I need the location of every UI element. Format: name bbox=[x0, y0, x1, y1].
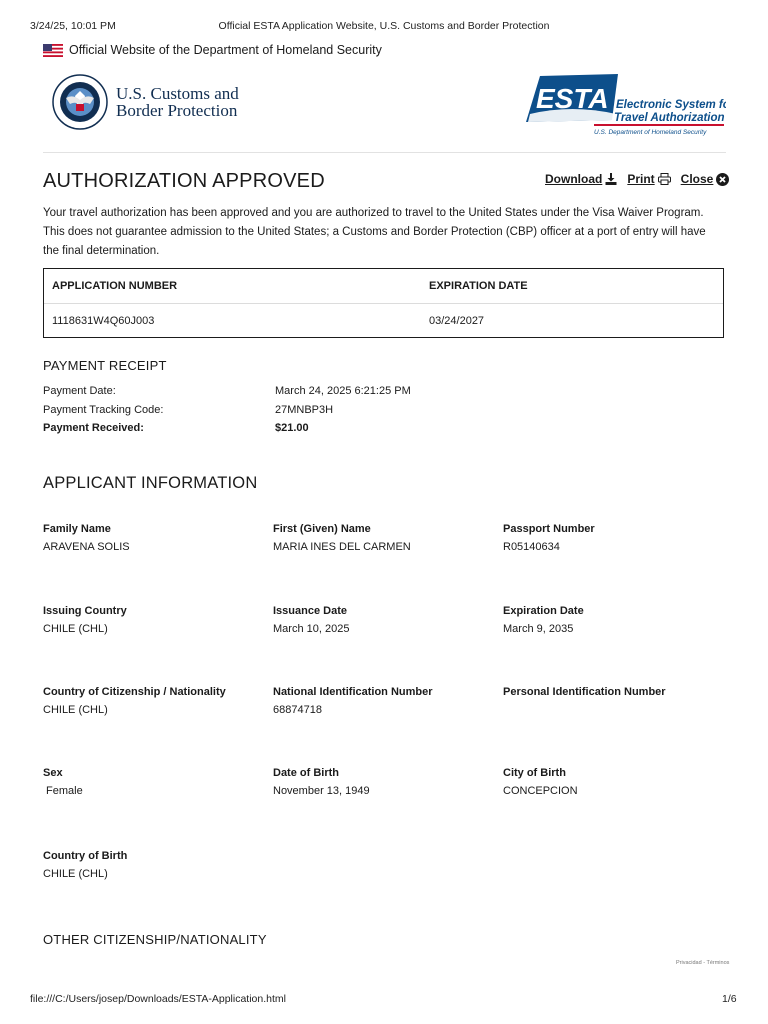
tracking-code-label: Payment Tracking Code: bbox=[43, 403, 164, 416]
action-links bbox=[545, 172, 729, 186]
print-datetime: 3/24/25, 10:01 PM bbox=[30, 20, 116, 32]
field-label: Issuance Date bbox=[273, 605, 347, 617]
payment-details bbox=[43, 382, 543, 442]
esta-line3: U.S. Department of Homeland Security bbox=[594, 129, 707, 136]
printer-icon bbox=[658, 173, 671, 185]
esta-line2: Travel Authorization bbox=[614, 112, 725, 124]
field-issuance-date bbox=[273, 602, 349, 638]
download-label: Download bbox=[545, 172, 603, 186]
other-citizenship-heading: OTHER CITIZENSHIP/NATIONALITY bbox=[43, 932, 267, 947]
field-label: Sex bbox=[43, 767, 63, 779]
payment-row bbox=[43, 382, 543, 401]
application-table bbox=[43, 268, 724, 338]
print-page-number: 1/6 bbox=[722, 993, 737, 1005]
field-city-of-birth bbox=[503, 764, 578, 800]
payment-date-label: Payment Date: bbox=[43, 385, 116, 397]
payment-row bbox=[43, 401, 543, 420]
gov-banner-text: Official Website of the Department of Homeland Security bbox=[69, 43, 382, 57]
field-value: November 13, 1949 bbox=[273, 785, 370, 797]
field-label: Date of Birth bbox=[273, 767, 339, 779]
cbp-logo[interactable] bbox=[52, 74, 239, 130]
field-expiration-date bbox=[503, 602, 584, 638]
approval-description: Your travel authorization has been approved and you are authorized to travel to the United States under the Visa Waiver Program. This does not guarantee admission to the United States; a Customs and Border Protection (CBP) officer at a port of entry will have the final determination. bbox=[43, 207, 706, 257]
esta-line1: Electronic System for bbox=[616, 99, 726, 111]
application-number-header: APPLICATION NUMBER bbox=[52, 280, 178, 292]
field-value: ARAVENA SOLIS bbox=[43, 541, 130, 553]
field-value: CHILE (CHL) bbox=[43, 623, 108, 635]
print-link[interactable] bbox=[627, 172, 670, 186]
field-label: First (Given) Name bbox=[273, 523, 371, 535]
close-icon bbox=[716, 173, 729, 186]
field-personal-id bbox=[503, 683, 666, 701]
field-value: March 10, 2025 bbox=[273, 623, 350, 635]
field-value: R05140634 bbox=[503, 541, 560, 553]
print-file-path: file:///C:/Users/josep/Downloads/ESTA-Application.html bbox=[30, 993, 286, 1005]
field-country-of-birth bbox=[43, 847, 127, 883]
field-value: CHILE (CHL) bbox=[43, 868, 108, 880]
esta-logo[interactable] bbox=[526, 74, 726, 138]
field-family-name bbox=[43, 520, 130, 556]
header-divider bbox=[43, 152, 726, 153]
field-label: Passport Number bbox=[503, 523, 595, 535]
field-label: Country of Citizenship / Nationality bbox=[43, 686, 226, 698]
page-title: AUTHORIZATION APPROVED bbox=[43, 170, 325, 192]
payment-date-value: March 24, 2025 6:21:25 PM bbox=[275, 385, 411, 397]
field-date-of-birth bbox=[273, 764, 370, 800]
table-row bbox=[44, 304, 723, 338]
print-label: Print bbox=[627, 172, 655, 186]
field-label: Family Name bbox=[43, 523, 111, 535]
field-national-id bbox=[273, 683, 433, 719]
payment-row bbox=[43, 419, 543, 438]
cbp-logo-line2: Border Protection bbox=[116, 101, 238, 120]
close-link[interactable] bbox=[681, 172, 730, 186]
payment-received-value: $21.00 bbox=[275, 422, 309, 434]
close-label: Close bbox=[680, 172, 714, 186]
cbp-logo-line1: U.S. Customs and bbox=[116, 84, 239, 103]
field-given-name bbox=[273, 520, 411, 556]
print-page-title: Official ESTA Application Website, U.S. Customs and Border Protection bbox=[218, 20, 550, 32]
field-label: Country of Birth bbox=[43, 850, 128, 862]
field-label: Issuing Country bbox=[43, 605, 127, 617]
esta-word: ESTA bbox=[536, 83, 609, 114]
dhs-seal-icon bbox=[52, 74, 108, 130]
table-header-row bbox=[44, 269, 723, 304]
field-sex bbox=[43, 764, 83, 800]
field-label: Personal Identification Number bbox=[503, 686, 666, 698]
us-flag-icon bbox=[43, 44, 63, 57]
field-label: City of Birth bbox=[503, 767, 566, 779]
tracking-code-value: 27MNBP3H bbox=[275, 403, 334, 416]
field-passport-number bbox=[503, 520, 595, 556]
payment-receipt-heading: PAYMENT RECEIPT bbox=[43, 358, 167, 373]
recaptcha-links[interactable]: Privacidad - Términos bbox=[676, 960, 730, 966]
payment-received-label: Payment Received: bbox=[43, 422, 144, 434]
field-value: CHILE (CHL) bbox=[43, 704, 108, 716]
field-value: MARIA INES DEL CARMEN bbox=[273, 541, 411, 553]
field-citizenship bbox=[43, 683, 226, 719]
applicant-info-heading: APPLICANT INFORMATION bbox=[43, 474, 258, 492]
field-issuing-country bbox=[43, 602, 127, 638]
download-icon bbox=[605, 173, 617, 185]
download-link[interactable] bbox=[545, 172, 617, 186]
field-value: Female bbox=[43, 785, 83, 797]
expiration-date-header: EXPIRATION DATE bbox=[429, 280, 528, 292]
field-value: CONCEPCION bbox=[503, 785, 578, 797]
field-label: Expiration Date bbox=[503, 605, 584, 617]
field-value: 68874718 bbox=[273, 704, 322, 716]
field-value: March 9, 2035 bbox=[503, 623, 574, 635]
expiration-date-value: 03/24/2027 bbox=[429, 315, 485, 327]
esta-logo-graphic bbox=[526, 74, 726, 138]
field-label: National Identification Number bbox=[273, 686, 433, 698]
application-number-value: 1118631W4Q60J003 bbox=[52, 315, 155, 327]
gov-banner bbox=[43, 43, 382, 57]
